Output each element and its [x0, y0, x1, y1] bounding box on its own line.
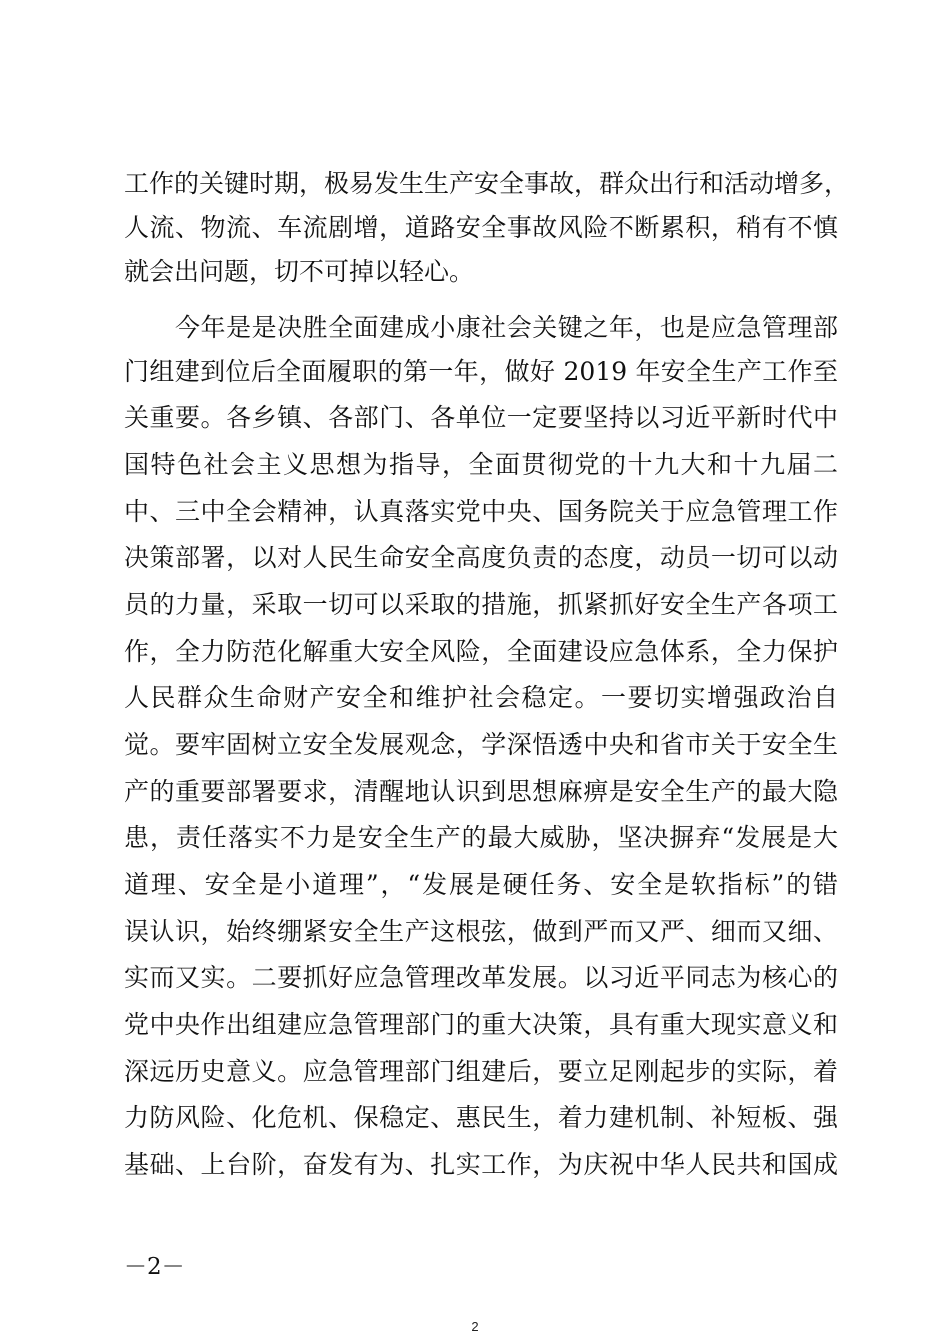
- page-label: －2－: [124, 1254, 185, 1280]
- text-line: 人民群众生命财产安全和维护社会稳定。一要切实增强政治自: [124, 683, 838, 712]
- text-line: 患，责任落实不力是安全生产的最大威胁，坚决摒弃“发展是大: [124, 823, 838, 852]
- text-line: 国特色社会主义思想为指导，全面贯彻党的十九大和十九届二: [124, 450, 838, 479]
- text-line: 觉。要牢固树立安全发展观念，学深悟透中央和省市关于安全生: [124, 730, 838, 759]
- text-line: 人流、物流、车流剧增，道路安全事故风险不断累积，稍有不慎: [124, 213, 838, 242]
- text-line: 工作的关键时期，极易发生生产安全事故，群众出行和活动增多，: [124, 169, 850, 198]
- text-line: 深远历史意义。应急管理部门组建后，要立足刚起步的实际，着: [124, 1057, 838, 1086]
- text-line: 员的力量，采取一切可以采取的措施，抓紧抓好安全生产各项工: [124, 590, 838, 619]
- text-line: 门组建到位后全面履职的第一年，做好 2019 年安全生产工作至: [124, 357, 838, 386]
- text-line: 中、三中全会精神，认真落实党中央、国务院关于应急管理工作: [124, 497, 838, 526]
- text-line: 就会出问题，切不可掉以轻心。: [124, 257, 475, 286]
- text-line: 基础、上台阶，奋发有为、扎实工作，为庆祝中华人民共和国成: [124, 1150, 838, 1179]
- text-line: 今年是是决胜全面建成小康社会关键之年，也是应急管理部: [124, 313, 838, 342]
- text-line: 关重要。各乡镇、各部门、各单位一定要坚持以习近平新时代中: [124, 403, 838, 432]
- text-line: 党中央作出组建应急管理部门的重大决策，具有重大现实意义和: [124, 1010, 838, 1039]
- footer-page-number: 2: [471, 1319, 479, 1334]
- text-line: 作，全力防范化解重大安全风险，全面建设应急体系，全力保护: [124, 637, 838, 666]
- text-line: 决策部署，以对人民生命安全高度负责的态度，动员一切可以动: [124, 543, 838, 572]
- text-line: 产的重要部署要求，清醒地认识到思想麻痹是安全生产的最大隐: [124, 777, 838, 806]
- text-line: 实而又实。二要抓好应急管理改革发展。以习近平同志为核心的: [124, 963, 838, 992]
- text-line: 力防风险、化危机、保稳定、惠民生，着力建机制、补短板、强: [124, 1103, 838, 1132]
- text-line: 道理、安全是小道理”，“发展是硬任务、安全是软指标”的错: [124, 870, 838, 899]
- text-line: 误认识，始终绷紧安全生产这根弦，做到严而又严、细而又细、: [124, 917, 838, 946]
